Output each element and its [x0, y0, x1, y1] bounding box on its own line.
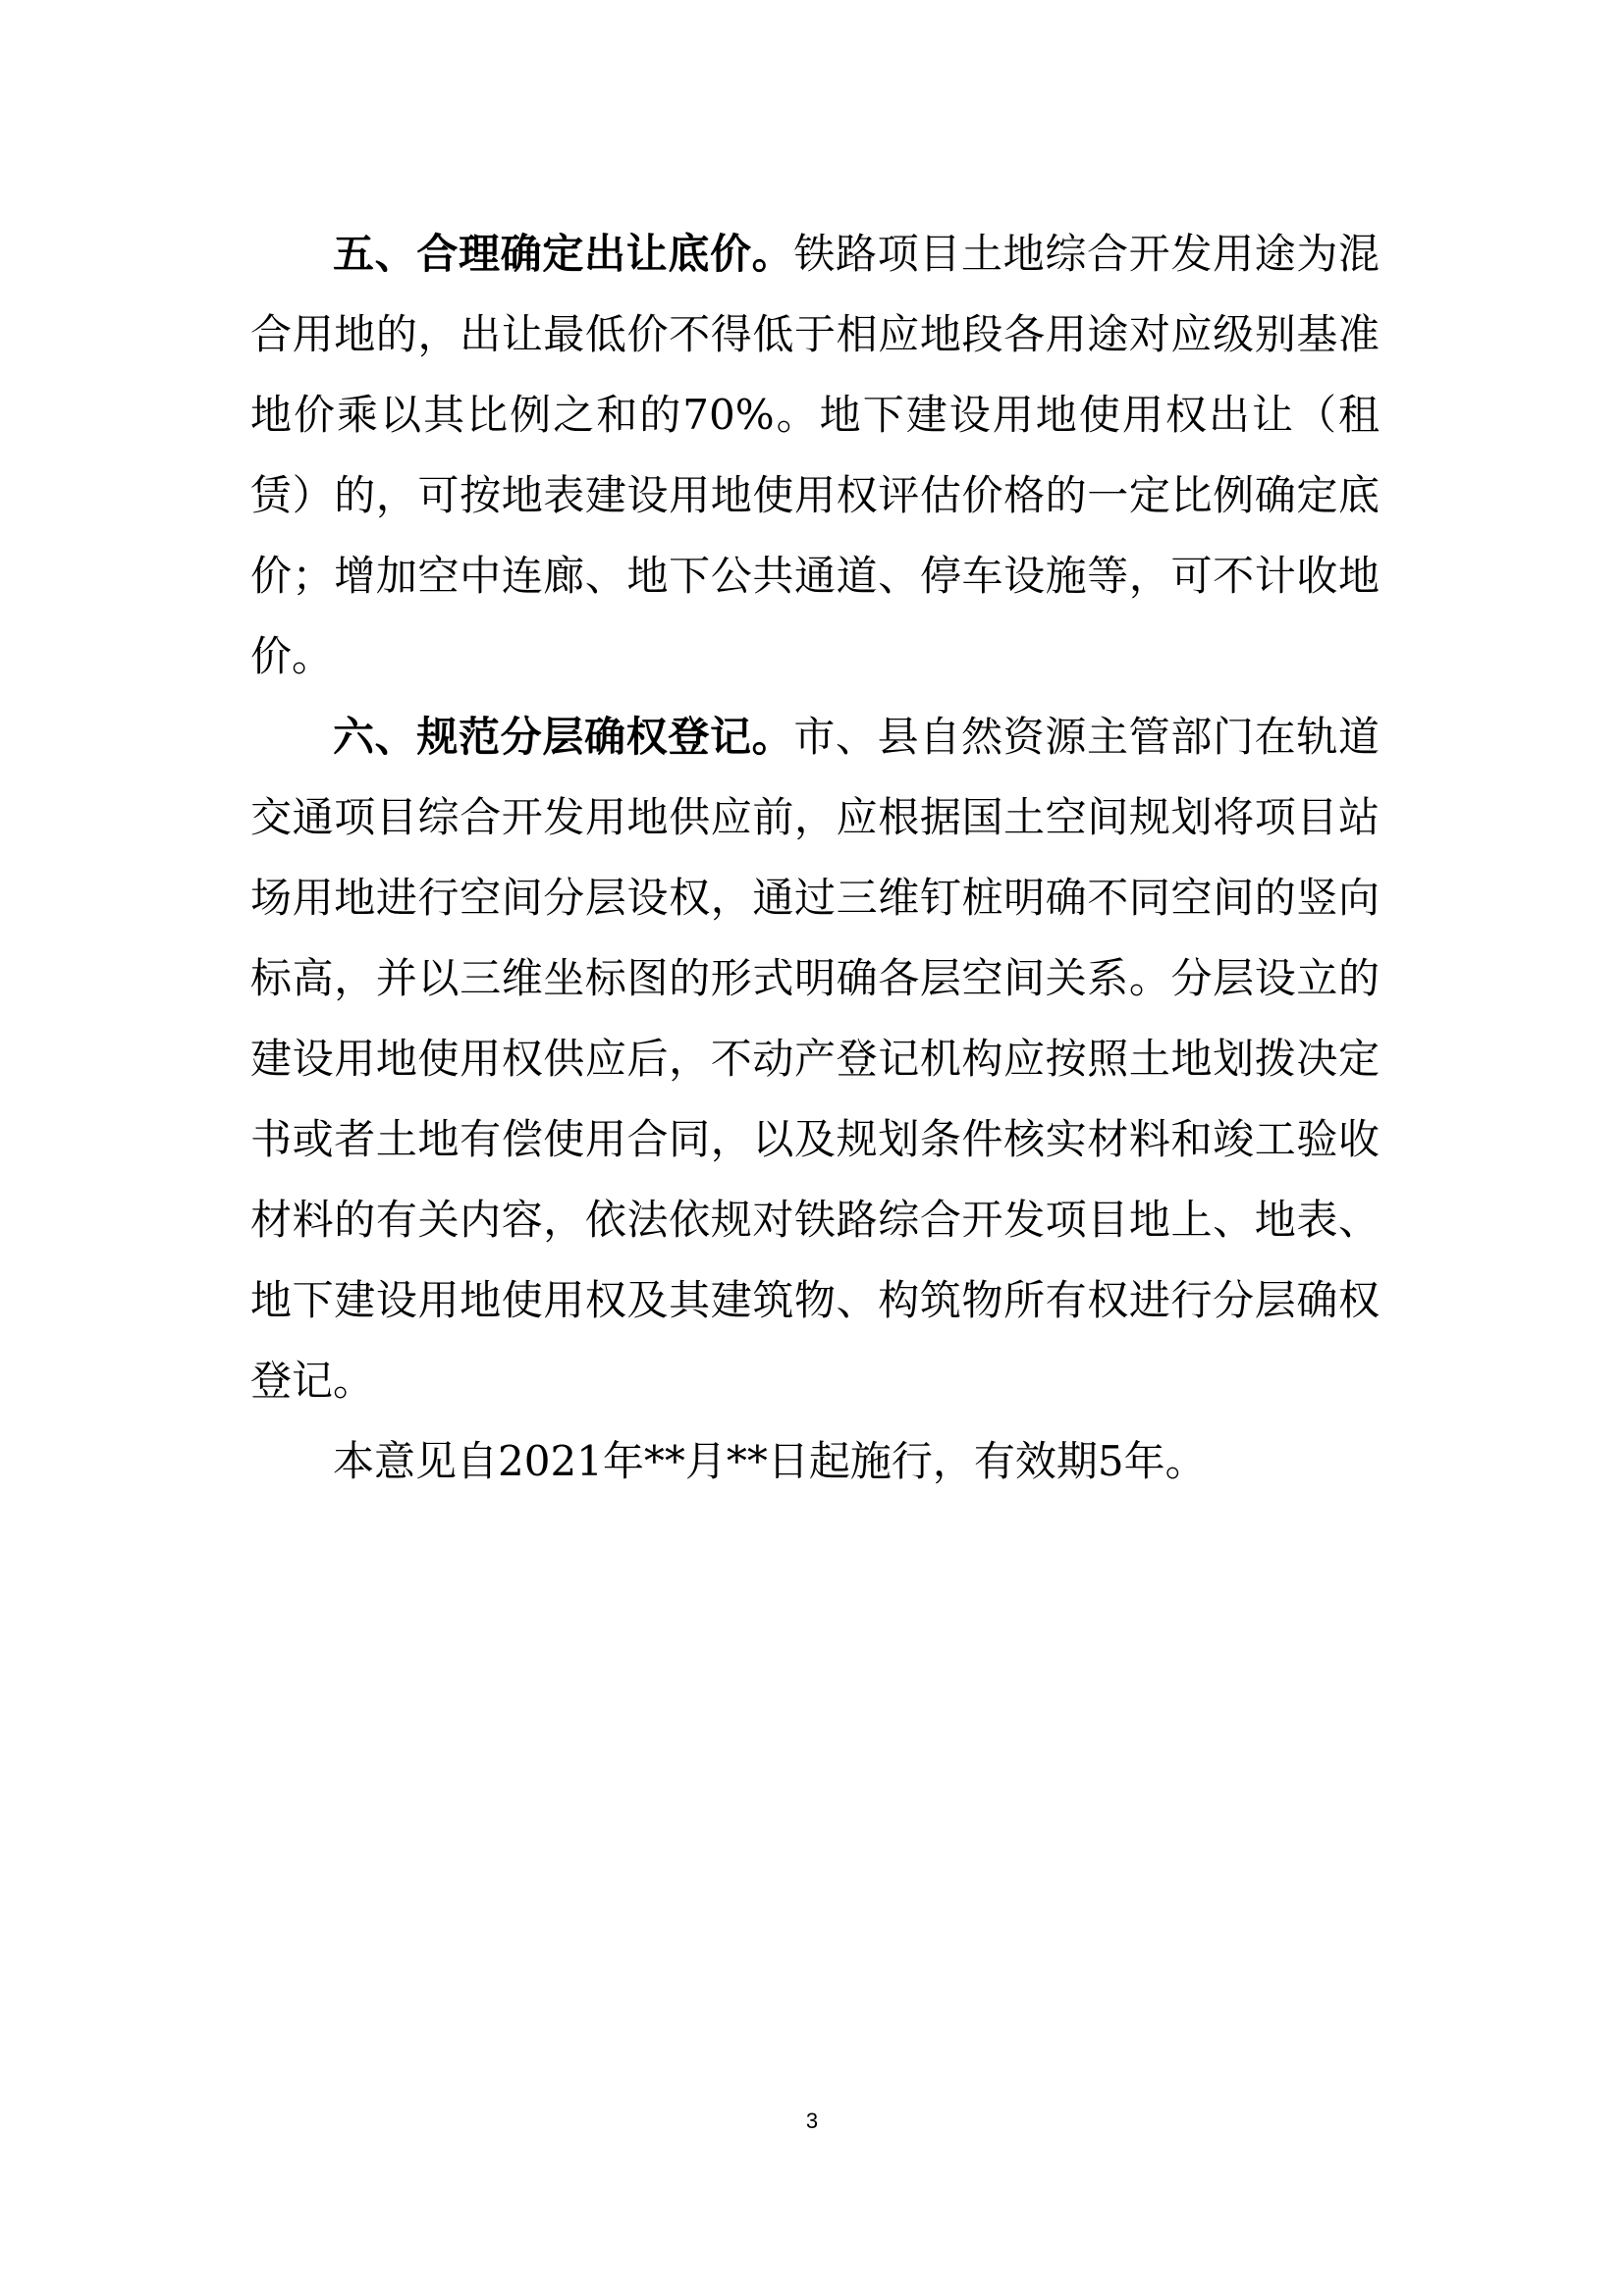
paragraph-pricing	[250, 214, 1380, 697]
effective-date-text: 本意见自2021年**月**日起施行，有效期5年。	[333, 1437, 1207, 1485]
section-heading-pricing: 五、合理确定出让底价。	[333, 230, 794, 278]
paragraph-registration	[250, 697, 1380, 1421]
section-text-pricing: 铁路项目土地综合开发用途为混合用地的，出让最低价不得低于相应地段各用途对应级别基准地价乘以其比例之和的70%。地下建设用地使用权出让（租赁）的，可按地表建设用地使用权评估价格的一定比例确定底价；增加空中连廊、地下公共通道、停车设施等，可不计收地价。	[250, 230, 1380, 680]
section-text-registration: 市、县自然资源主管部门在轨道交通项目综合开发用地供应前，应根据国土空间规划将项目站场用地进行空间分层设权，通过三维钉桩明确不同空间的竖向标高，并以三维坐标图的形式明确各层空间关系。分层设立的建设用地使用权供应后，不动产登记机构应按照土地划拨决定书或者土地有偿使用合同，以及规划条件核实材料和竣工验收材料的有关内容，依法依规对铁路综合开发项目地上、地表、地下建设用地使用权及其建筑物、构筑物所有权进行分层确权登记。	[250, 713, 1380, 1405]
body-text	[250, 214, 1380, 1502]
paragraph-effective-date	[250, 1421, 1380, 1502]
page-number: 3	[805, 2109, 819, 2133]
section-heading-registration: 六、规范分层确权登记。	[333, 713, 794, 761]
